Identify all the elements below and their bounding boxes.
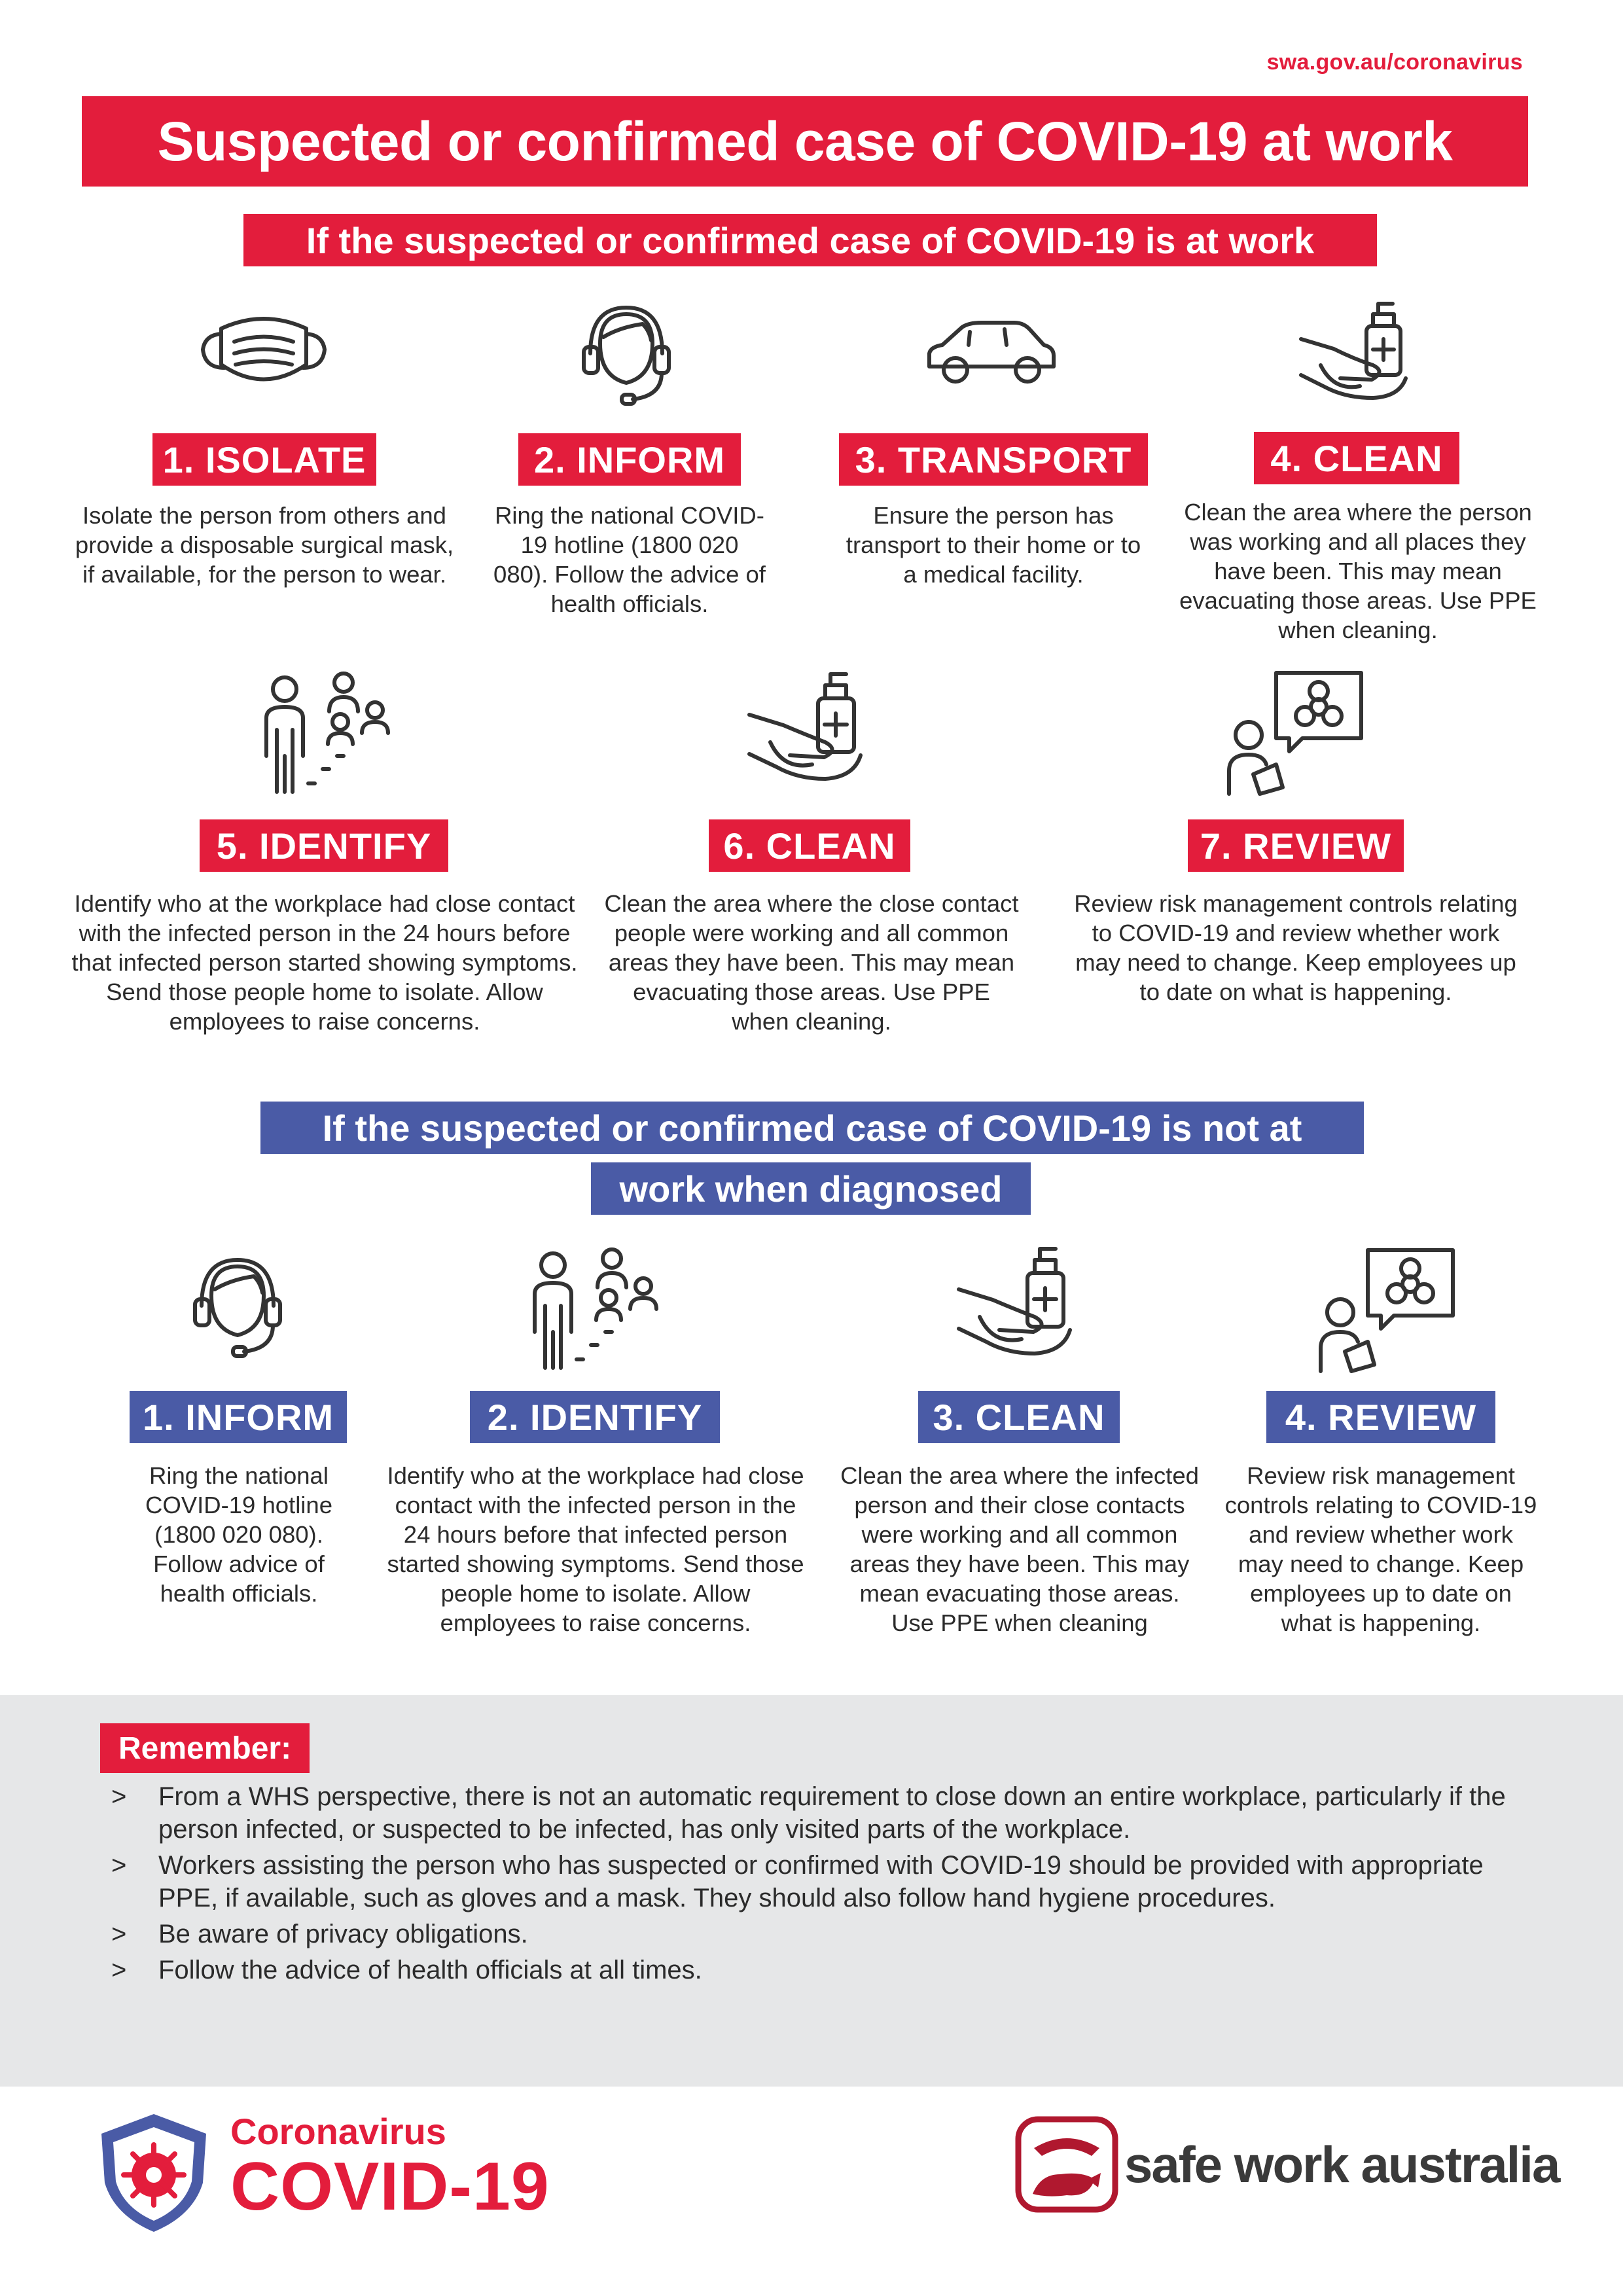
- section-not-at-work-heading-line2-text: work when diagnosed: [619, 1168, 1003, 1210]
- list-item: [111, 1780, 1518, 1846]
- safe-work-australia-brand: safe work australia: [1124, 2136, 1560, 2193]
- list-item: [111, 1849, 1518, 1914]
- safe-work-australia-emblem: [1014, 2115, 1119, 2217]
- car-icon: [923, 317, 1060, 389]
- step-identify-2-label: 2. IDENTIFY: [470, 1391, 720, 1443]
- list-item-text: From a WHS perspective, there is not an automatic requirement to close down an entire workplace, particularly if the person infected, or suspected to be infected, has only visited parts of the workplace.: [158, 1782, 1506, 1844]
- list-item: [111, 1954, 1518, 1986]
- step-clean-3-text: Clean the area where the infected person and their close contacts were working and all common areas they have been. This may mean evacuating those areas. Use PPE when cleaning: [840, 1462, 1199, 1636]
- step-clean-2-text: Clean the area where the close contact people were working and all common areas they have been. This may mean evacuating those areas. Use PPE when cleaning.: [604, 890, 1019, 1035]
- step-inform-label: 2. INFORM: [518, 433, 741, 486]
- sanitiser-hand-icon: [952, 1244, 1090, 1374]
- step-transport-text: Ensure the person has transport to their home or to a medical facility.: [846, 502, 1141, 588]
- headset-person-icon: [571, 304, 682, 409]
- step-inform-2-text: Ring the national COVID-19 hotline (1800 020 080). Follow advice of health officials.: [145, 1462, 333, 1607]
- people-group-icon: [527, 1247, 664, 1371]
- step-review-text: Review risk management controls relating to COVID-19 and review whether work may need to change. Keep employees up to date on what is happening.: [1074, 890, 1518, 1005]
- list-item-text: Follow the advice of health officials at all times.: [158, 1956, 702, 1984]
- sanitiser-hand-icon: [743, 669, 880, 800]
- website-url: swa.gov.au/coronavirus: [1266, 50, 1523, 75]
- step-review-label: 7. REVIEW: [1188, 819, 1404, 872]
- step-identify-text: Identify who at the workplace had close contact with the infected person in the 24 hours before that infected person started showing symptoms. Send those people home to isolate. Allow employees to raise concerns.: [71, 890, 578, 1035]
- step-clean-2-label: 6. CLEAN: [709, 819, 910, 872]
- bullet-marker: >: [111, 1782, 127, 1811]
- page-title: Suspected or confirmed case of COVID-19 at work: [157, 110, 1453, 172]
- footer-covid-text: COVID-19: [230, 2149, 550, 2225]
- covid-shield-logo: [95, 2111, 213, 2238]
- remember-label: Remember:: [100, 1723, 310, 1773]
- step-clean-3-label: 3. CLEAN: [918, 1391, 1120, 1443]
- page-title-banner: [82, 96, 1528, 187]
- step-review-2-text: Review risk management controls relating to COVID-19 and review whether work may need to change. Keep employees up to date on what is happening.: [1224, 1462, 1537, 1636]
- step-isolate-label: 1. ISOLATE: [152, 433, 376, 486]
- sanitiser-hand-icon: [1294, 300, 1425, 414]
- step-isolate-text: Isolate the person from others and provide a disposable surgical mask, if available, for the person to wear.: [75, 502, 454, 588]
- section-not-at-work-heading-line1-text: If the suspected or confirmed case of COVID-19 is not at: [322, 1107, 1302, 1149]
- list-item-text: Workers assisting the person who has suspected or confirmed with COVID-19 should be provided with appropriate PPE, if available, such as gloves and a mask. They should also follow hand hygiene procedures.: [158, 1851, 1484, 1912]
- step-transport-label: 3. TRANSPORT: [839, 433, 1148, 486]
- step-identify-label: 5. IDENTIFY: [200, 819, 448, 872]
- section-at-work-heading-text: If the suspected or confirmed case of COVID-19 is at work: [306, 219, 1315, 261]
- bullet-marker: >: [111, 1851, 127, 1880]
- list-item-text: Be aware of privacy obligations.: [158, 1920, 528, 1948]
- footer-coronavirus-text: Coronavirus: [230, 2111, 446, 2152]
- step-inform-text: Ring the national COVID-19 hotline (1800 020 080). Follow the advice of health officials.: [493, 502, 766, 617]
- biohazard-review-icon: [1315, 1244, 1459, 1374]
- bullet-marker: >: [111, 1956, 127, 1984]
- list-item: [111, 1918, 1518, 1950]
- step-inform-2-label: 1. INFORM: [130, 1391, 347, 1443]
- step-review-2-label: 4. REVIEW: [1266, 1391, 1495, 1443]
- step-clean-label: 4. CLEAN: [1254, 432, 1459, 484]
- biohazard-review-icon: [1224, 666, 1368, 797]
- headset-person-icon: [182, 1257, 293, 1361]
- remember-list: [111, 1780, 1518, 1990]
- step-clean-text: Clean the area where the person was working and all places they have been. This may mean evacuating those areas. Use PPE when cleaning.: [1179, 499, 1537, 643]
- section-not-at-work-heading-line1: [260, 1102, 1364, 1154]
- section-at-work-heading: [243, 214, 1377, 266]
- face-mask-icon: [195, 302, 332, 401]
- step-identify-2-text: Identify who at the workplace had close contact with the infected person in the 24 hours before that infected person started showing symptoms. Send those people home to isolate. Allow employees to raise concerns.: [387, 1462, 804, 1636]
- bullet-marker: >: [111, 1920, 127, 1948]
- section-not-at-work-heading-line2: [591, 1162, 1031, 1215]
- people-group-icon: [259, 671, 396, 795]
